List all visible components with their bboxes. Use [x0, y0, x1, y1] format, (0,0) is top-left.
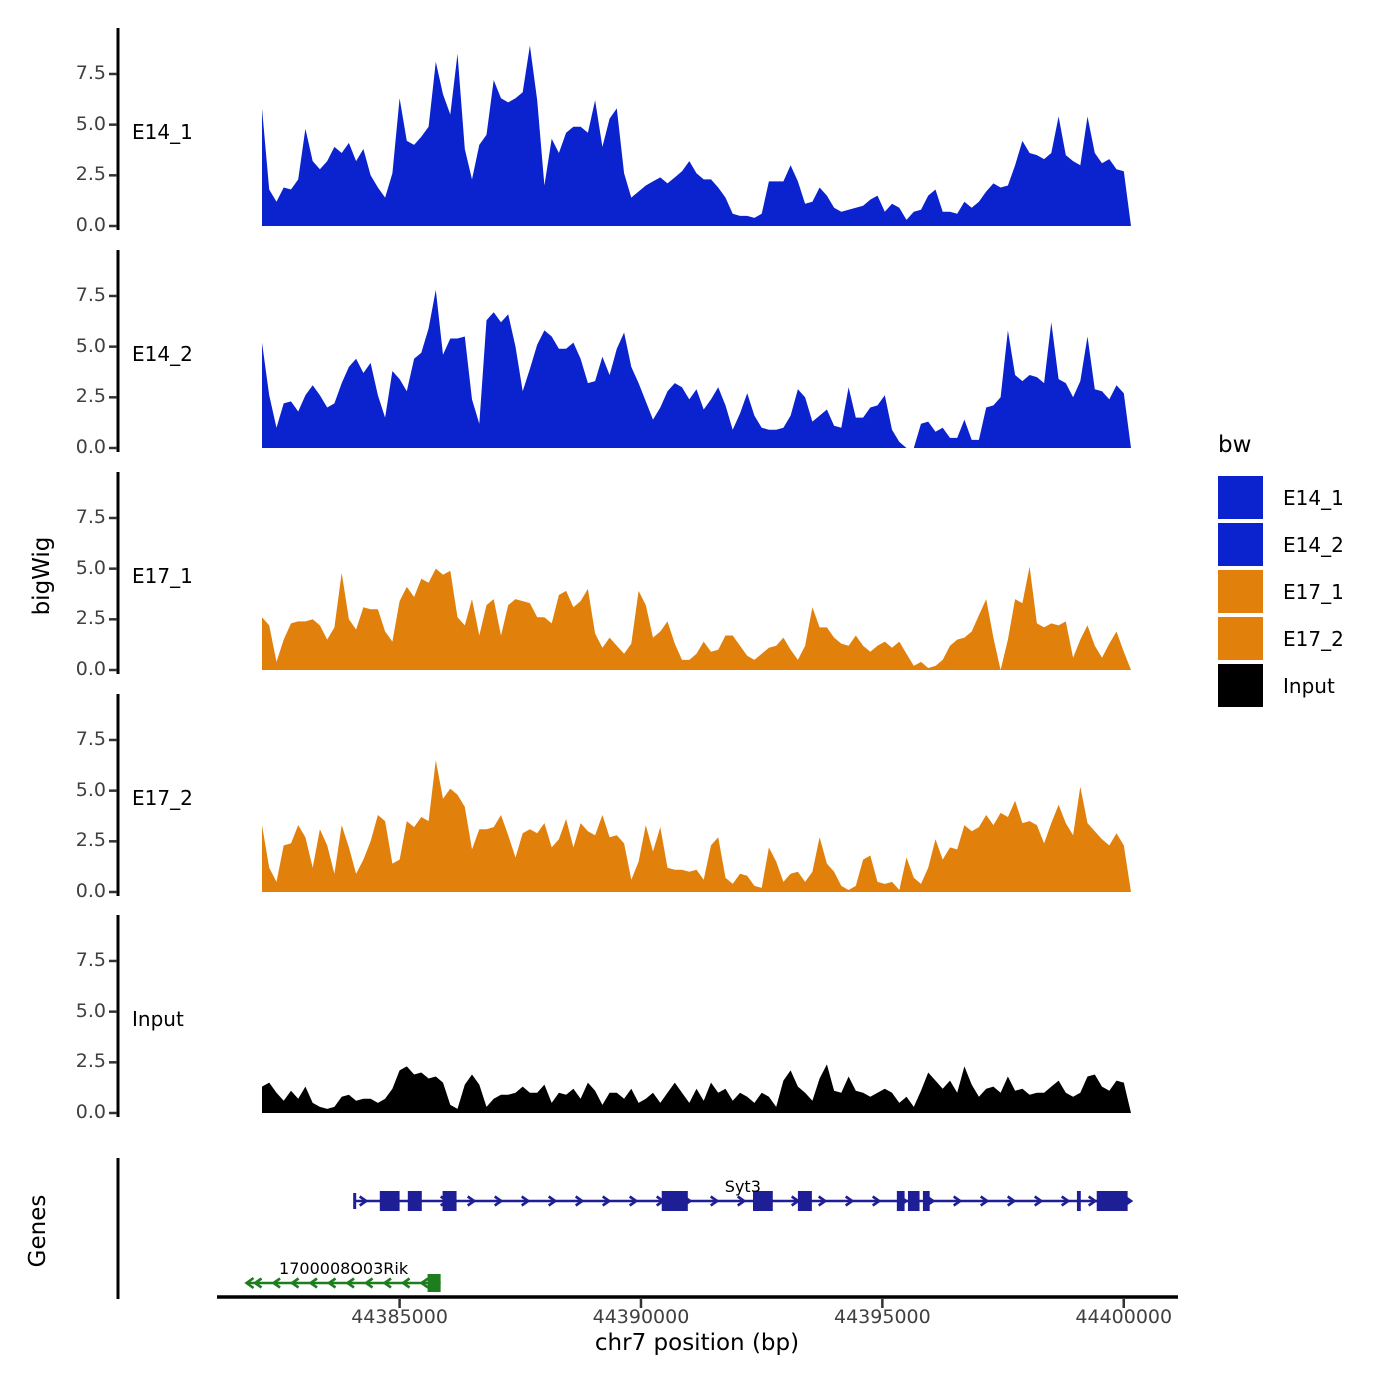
track-label-Input: Input — [132, 1007, 184, 1031]
legend-entries — [1218, 476, 1344, 707]
signal-area-E17_2 — [262, 760, 1131, 892]
y-axis-title: bigWig — [29, 536, 55, 616]
y-tick-label: 7.5 — [75, 505, 106, 528]
gene-exon — [443, 1191, 457, 1211]
y-tick-label: 2.5 — [75, 607, 106, 630]
gene-exon — [897, 1191, 905, 1211]
gene-exon — [798, 1191, 812, 1211]
y-tick-label: 5.0 — [75, 778, 106, 801]
y-tick-label: 2.5 — [75, 385, 106, 408]
legend-entry — [1218, 476, 1344, 519]
y-tick-label: 5.0 — [75, 556, 106, 579]
y-tick-label: 5.0 — [75, 334, 106, 357]
legend-key-icon — [1218, 523, 1263, 566]
legend-label: Input — [1283, 673, 1335, 698]
gene-exon — [1097, 1191, 1128, 1211]
signal-area-E14_1 — [262, 46, 1131, 226]
legend — [1218, 432, 1344, 711]
legend-label: E17_2 — [1283, 626, 1344, 651]
gene-label-1700008O03Rik: 1700008O03Rik — [279, 1259, 409, 1278]
gene-exon — [662, 1191, 688, 1211]
x-axis-title: chr7 position (bp) — [594, 1330, 800, 1356]
legend-label: E14_2 — [1283, 532, 1344, 557]
gene-exon — [428, 1274, 441, 1292]
y-tick-label: 7.5 — [75, 727, 106, 750]
gene-exon — [1077, 1191, 1081, 1211]
x-tick-label: 44400000 — [1075, 1306, 1173, 1328]
legend-key-icon — [1218, 664, 1263, 707]
legend-entry — [1218, 523, 1344, 566]
gene-exon — [408, 1191, 422, 1211]
y-tick-label: 5.0 — [75, 999, 106, 1022]
y-tick-label: 0.0 — [75, 436, 106, 458]
gene-exon — [923, 1191, 930, 1211]
gene-exon — [908, 1191, 920, 1211]
legend-entry — [1218, 570, 1344, 613]
y-tick-label: 7.5 — [75, 283, 106, 306]
legend-label: E17_1 — [1283, 579, 1344, 604]
legend-entry — [1218, 664, 1344, 707]
y-tick-label: 0.0 — [75, 658, 106, 680]
signal-area-E14_2 — [262, 290, 1131, 448]
track-label-E14_2: E14_2 — [132, 342, 193, 366]
legend-label: E14_1 — [1283, 485, 1344, 510]
track-label-E14_1: E14_1 — [132, 120, 193, 144]
y-tick-label: 2.5 — [75, 829, 106, 852]
x-tick-label: 44395000 — [834, 1306, 931, 1328]
y-tick-label: 2.5 — [75, 1050, 106, 1073]
legend-key-icon — [1218, 476, 1263, 519]
y-tick-label: 5.0 — [75, 112, 106, 135]
x-tick-label: 44385000 — [351, 1306, 448, 1328]
track-label-E17_2: E17_2 — [132, 786, 193, 810]
y-tick-label: 7.5 — [75, 948, 106, 971]
x-tick-label: 44390000 — [592, 1306, 690, 1328]
y-tick-label: 7.5 — [75, 61, 106, 84]
y-tick-label: 0.0 — [75, 880, 106, 902]
genes-axis-title: Genes — [25, 1194, 51, 1268]
y-tick-label: 2.5 — [75, 163, 106, 186]
signal-area-E17_1 — [262, 567, 1131, 670]
signal-area-Input — [262, 1064, 1131, 1113]
legend-key-icon — [1218, 570, 1263, 613]
legend-entry — [1218, 617, 1344, 660]
gene-label-Syt3: Syt3 — [724, 1177, 761, 1196]
legend-title: bw — [1218, 432, 1252, 458]
gene-start-marker — [353, 1193, 356, 1209]
track-label-E17_1: E17_1 — [132, 564, 193, 588]
gene-exon — [380, 1191, 400, 1211]
legend-key-icon — [1218, 617, 1263, 660]
y-tick-label: 0.0 — [75, 214, 106, 236]
y-tick-label: 0.0 — [75, 1101, 106, 1123]
